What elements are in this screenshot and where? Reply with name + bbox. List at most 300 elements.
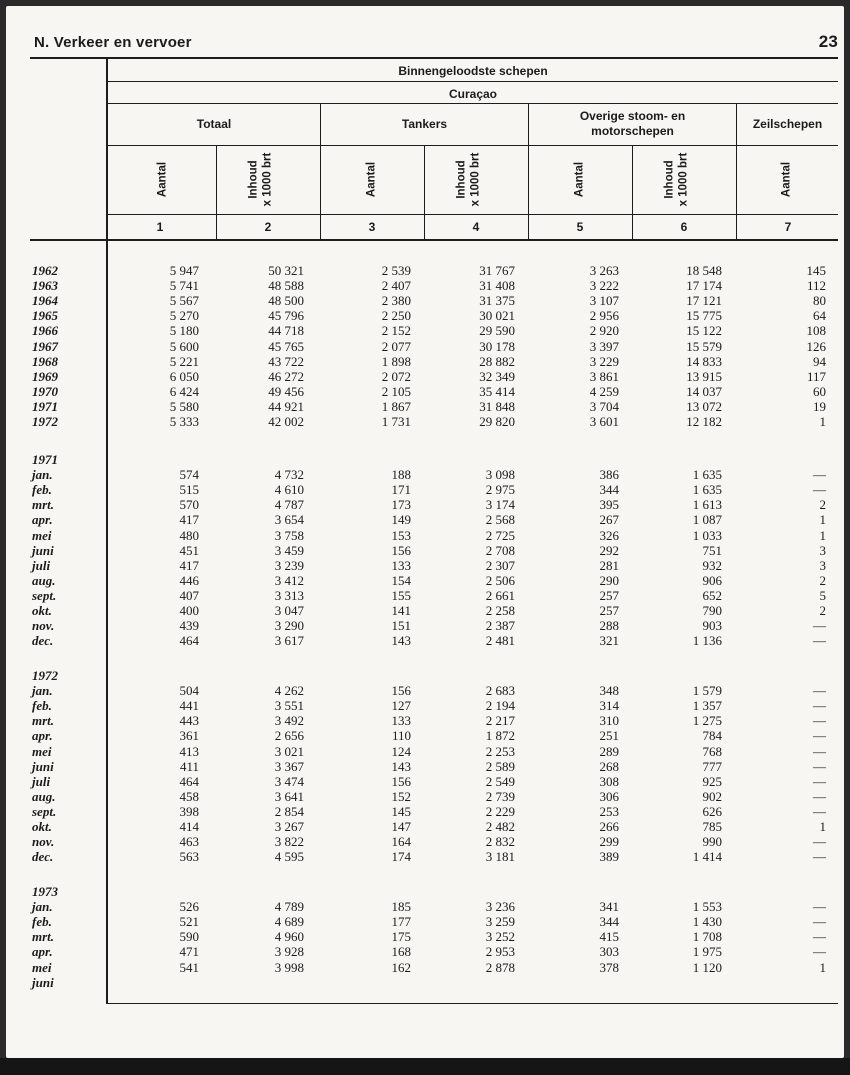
table-cell: 925 <box>702 773 722 789</box>
table-cell: 463 <box>179 834 199 850</box>
table-cell: 31 848 <box>479 398 515 414</box>
table-cell: 2 307 <box>485 557 515 573</box>
table-cell: 1 635 <box>692 482 722 498</box>
table-cell: 3 551 <box>274 698 304 714</box>
table-cell: — <box>813 944 826 960</box>
table-cell: 308 <box>599 773 619 789</box>
sub-header-rule <box>107 103 838 104</box>
table-cell: 18 548 <box>686 263 722 278</box>
table-row <box>0 263 838 278</box>
table-row <box>0 914 838 929</box>
table-row <box>0 834 838 849</box>
table-cell: 464 <box>179 773 199 789</box>
table-cell: — <box>813 899 826 915</box>
table-cell: 3 641 <box>274 788 304 804</box>
table-cell: 1 872 <box>485 728 515 744</box>
table-cell: 652 <box>702 587 722 603</box>
row-label: feb. <box>32 482 52 498</box>
table-cell: 6 424 <box>169 383 199 399</box>
row-label: jan. <box>32 467 53 483</box>
table-row <box>0 774 838 789</box>
table-cell: 2 194 <box>485 698 515 714</box>
table-row <box>0 369 838 384</box>
table-cell: 4 610 <box>274 482 304 498</box>
table-row <box>0 618 838 633</box>
table-cell: 2 105 <box>381 383 411 399</box>
table-cell: 2 832 <box>485 834 515 850</box>
column-number-2: 2 <box>264 220 272 234</box>
table-row <box>0 713 838 728</box>
table-cell: 108 <box>806 323 826 339</box>
table-cell: 344 <box>599 482 619 498</box>
table-row <box>0 399 838 414</box>
table-cell: 441 <box>179 698 199 714</box>
table-cell: 1 136 <box>692 633 722 649</box>
col-divider-5 <box>632 146 633 239</box>
table-cell: 152 <box>391 788 411 804</box>
table-cell: 112 <box>806 278 826 294</box>
row-label: juli <box>32 557 51 573</box>
table-cell: 299 <box>599 834 619 850</box>
column-number-5: 5 <box>576 220 584 234</box>
table-cell: 1 <box>819 819 826 834</box>
table-cell: 5 567 <box>169 293 199 309</box>
table-cell: 348 <box>599 683 619 699</box>
table-cell: 1 414 <box>692 849 722 865</box>
table-cell: 2 708 <box>485 542 515 558</box>
table-cell: 411 <box>179 758 199 774</box>
table-cell: 5 580 <box>169 398 199 414</box>
table-cell: 177 <box>391 914 411 930</box>
table-row <box>0 728 838 743</box>
table-cell: 1 430 <box>692 914 722 930</box>
table-cell: 2 878 <box>485 959 515 975</box>
table-cell: 790 <box>702 603 722 618</box>
table-cell: — <box>813 758 826 774</box>
table-cell: 5 600 <box>169 338 199 354</box>
table-cell: 50 321 <box>268 263 304 278</box>
col-header-aantal-1: Aantal <box>156 161 169 198</box>
table-cell: 1 635 <box>692 467 722 483</box>
row-label: mei <box>32 959 52 975</box>
table-cell: 42 002 <box>268 414 304 429</box>
table-cell: 2 568 <box>485 512 515 528</box>
table-cell: — <box>813 743 826 759</box>
table-cell: 2 482 <box>485 819 515 834</box>
table-cell: 267 <box>599 512 619 528</box>
row-label: 1963 <box>32 278 58 294</box>
table-cell: 188 <box>391 467 411 483</box>
table-cell: 49 456 <box>268 383 304 399</box>
table-cell: 13 915 <box>686 368 722 384</box>
table-cell: 2 549 <box>485 773 515 789</box>
table-cell: 153 <box>391 527 411 543</box>
table-cell: 133 <box>391 713 411 729</box>
table-cell: 3 861 <box>589 368 619 384</box>
table-cell: 44 718 <box>268 323 304 339</box>
table-cell: 171 <box>391 482 411 498</box>
table-cell: 1 033 <box>692 527 722 543</box>
table-cell: 3 239 <box>274 557 304 573</box>
table-cell: 2 953 <box>485 944 515 960</box>
table-row <box>0 339 838 354</box>
table-cell: 574 <box>179 467 199 483</box>
table-cell: 2 229 <box>485 803 515 819</box>
table-cell: 4 259 <box>589 383 619 399</box>
table-cell: 3 397 <box>589 338 619 354</box>
table-row <box>0 308 838 323</box>
table-cell: 4 595 <box>274 849 304 865</box>
table-cell: 14 833 <box>686 353 722 369</box>
col-header-aantal-7: Aantal <box>780 161 793 198</box>
table-cell: 3 252 <box>485 929 515 945</box>
table-row <box>0 414 838 429</box>
table-cell: — <box>813 929 826 945</box>
table-cell: 4 960 <box>274 929 304 945</box>
col-header-inhoud-2b: x 1000 brt <box>261 152 274 207</box>
table-cell: 515 <box>179 482 199 498</box>
table-cell: 563 <box>179 849 199 865</box>
table-cell: 2 656 <box>274 728 304 744</box>
table-cell: 3 758 <box>274 527 304 543</box>
row-label: mei <box>32 527 52 543</box>
table-cell: 48 500 <box>268 293 304 309</box>
table-cell: 251 <box>599 728 619 744</box>
row-label: jan. <box>32 899 53 915</box>
table-cell: 156 <box>391 542 411 558</box>
table-cell: 768 <box>702 743 722 759</box>
group-header-tankers: Tankers <box>401 117 448 131</box>
table-row <box>0 512 838 527</box>
table-cell: 2 258 <box>485 603 515 618</box>
table-cell: 526 <box>179 899 199 915</box>
super-header-rule <box>107 81 838 82</box>
table-cell: 4 789 <box>274 899 304 915</box>
col-header-inhoud-6a: Inhoud <box>663 160 676 199</box>
table-cell: 3 236 <box>485 899 515 915</box>
table-cell: 1 731 <box>381 414 411 429</box>
table-cell: 14 037 <box>686 383 722 399</box>
table-cell: 1 579 <box>692 683 722 699</box>
table-cell: 389 <box>599 849 619 865</box>
table-row <box>0 384 838 399</box>
table-cell: 31 767 <box>479 263 515 278</box>
table-cell: 2 <box>819 497 826 513</box>
table-cell: 414 <box>179 819 199 834</box>
table-cell: 3 263 <box>589 263 619 278</box>
table-cell: 777 <box>702 758 722 774</box>
table-cell: 480 <box>179 527 199 543</box>
table-cell: 2 407 <box>381 278 411 294</box>
row-label: 1973 <box>32 884 58 899</box>
table-cell: 3 313 <box>274 587 304 603</box>
table-row <box>0 929 838 944</box>
row-label: juni <box>32 758 54 774</box>
table-cell: 2 <box>819 572 826 588</box>
table-cell: 5 741 <box>169 278 199 294</box>
table-cell: 5 947 <box>169 263 199 278</box>
row-label: aug. <box>32 788 56 804</box>
table-cell: 44 921 <box>268 398 304 414</box>
table-cell: 413 <box>179 743 199 759</box>
table-row <box>0 819 838 834</box>
super-header: Binnengeloodste schepen <box>398 64 548 78</box>
table-cell: 5 180 <box>169 323 199 339</box>
row-label: 1971 <box>32 398 58 414</box>
table-cell: 2 077 <box>381 338 411 354</box>
table-cell: 127 <box>391 698 411 714</box>
table-cell: 784 <box>702 728 722 744</box>
table-cell: 3 <box>819 542 826 558</box>
table-cell: 149 <box>391 512 411 528</box>
table-row <box>0 668 838 683</box>
row-label: 1966 <box>32 323 58 339</box>
table-cell: 3 <box>819 557 826 573</box>
row-label: mei <box>32 743 52 759</box>
table-cell: 17 121 <box>686 293 722 309</box>
table-cell: 570 <box>179 497 199 513</box>
row-label: apr. <box>32 944 53 960</box>
table-cell: 1 <box>819 959 826 975</box>
table-cell: 1 975 <box>692 944 722 960</box>
table-cell: 46 272 <box>268 368 304 384</box>
table-cell: 3 222 <box>589 278 619 294</box>
table-cell: 471 <box>179 944 199 960</box>
table-row <box>0 960 838 975</box>
table-cell: — <box>813 683 826 699</box>
table-row <box>0 759 838 774</box>
table-cell: — <box>813 467 826 483</box>
table-row <box>0 633 838 648</box>
table-cell: 164 <box>391 834 411 850</box>
table-cell: — <box>813 728 826 744</box>
column-number-3: 3 <box>368 220 376 234</box>
table-cell: 133 <box>391 557 411 573</box>
table-cell: 344 <box>599 914 619 930</box>
row-label: dec. <box>32 849 54 865</box>
table-cell: 6 050 <box>169 368 199 384</box>
table-cell: — <box>813 713 826 729</box>
table-cell: 2 539 <box>381 263 411 278</box>
table-cell: 3 617 <box>274 633 304 649</box>
row-label: mrt. <box>32 929 55 945</box>
top-rule <box>30 57 838 59</box>
table-row <box>0 975 838 990</box>
row-label: aug. <box>32 572 56 588</box>
group-header-zeilschepen: Zeilschepen <box>752 117 823 131</box>
table-cell: 2 506 <box>485 572 515 588</box>
table-bottom-rule <box>107 1003 838 1004</box>
table-cell: — <box>813 803 826 819</box>
column-number-4: 4 <box>472 220 480 234</box>
table-cell: 3 704 <box>589 398 619 414</box>
table-cell: 2 683 <box>485 683 515 699</box>
row-label: 1965 <box>32 308 58 324</box>
group-header-overige-line1: Overige stoom- en <box>579 109 686 123</box>
table-cell: 2 661 <box>485 587 515 603</box>
table-cell: 2 920 <box>589 323 619 339</box>
table-cell: 1 357 <box>692 698 722 714</box>
row-label: mrt. <box>32 497 55 513</box>
table-cell: 141 <box>391 603 411 618</box>
table-cell: 1 708 <box>692 929 722 945</box>
row-label: okt. <box>32 819 52 834</box>
table-cell: 32 349 <box>479 368 515 384</box>
table-cell: 407 <box>179 587 199 603</box>
row-label: nov. <box>32 834 55 850</box>
table-row <box>0 804 838 819</box>
sub-header: Curaçao <box>448 87 498 101</box>
table-cell: — <box>813 773 826 789</box>
row-label: juni <box>32 542 54 558</box>
table-cell: 785 <box>702 819 722 834</box>
table-cell: 626 <box>702 803 722 819</box>
table-row <box>0 789 838 804</box>
table-cell: 15 122 <box>686 323 722 339</box>
table-cell: 415 <box>599 929 619 945</box>
table-cell: 155 <box>391 587 411 603</box>
table-cell: 12 182 <box>686 414 722 429</box>
table-cell: 3 492 <box>274 713 304 729</box>
row-label: 1969 <box>32 368 58 384</box>
col-header-aantal-3: Aantal <box>365 161 378 198</box>
row-label: okt. <box>32 603 52 618</box>
table-cell: 143 <box>391 633 411 649</box>
section-title: N. Verkeer en vervoer <box>34 34 192 51</box>
table-cell: 288 <box>599 618 619 634</box>
table-cell: 400 <box>179 603 199 618</box>
table-cell: 2 739 <box>485 788 515 804</box>
col-header-aantal-5: Aantal <box>573 161 586 198</box>
table-cell: 3 459 <box>274 542 304 558</box>
table-cell: 4 689 <box>274 914 304 930</box>
table-cell: 1 120 <box>692 959 722 975</box>
col-divider-1 <box>216 146 217 239</box>
table-cell: 3 259 <box>485 914 515 930</box>
table-cell: 2 152 <box>381 323 411 339</box>
table-cell: 60 <box>813 383 826 399</box>
table-cell: 45 765 <box>268 338 304 354</box>
table-cell: 2 250 <box>381 308 411 324</box>
table-row <box>0 278 838 293</box>
table-cell: 310 <box>599 713 619 729</box>
table-cell: 1 867 <box>381 398 411 414</box>
table-cell: 906 <box>702 572 722 588</box>
row-label: jan. <box>32 683 53 699</box>
table-row <box>0 528 838 543</box>
table-cell: 2 380 <box>381 293 411 309</box>
table-cell: 257 <box>599 587 619 603</box>
table-cell: — <box>813 849 826 865</box>
row-label: 1970 <box>32 383 58 399</box>
row-label: juli <box>32 773 51 789</box>
table-cell: 5 270 <box>169 308 199 324</box>
table-cell: 175 <box>391 929 411 945</box>
table-row <box>0 573 838 588</box>
group-header-overige-line2: motorschepen <box>591 124 674 138</box>
table-cell: 2 <box>819 603 826 618</box>
column-number-7: 7 <box>784 220 792 234</box>
table-cell: 504 <box>179 683 199 699</box>
row-label: feb. <box>32 698 52 714</box>
row-label: apr. <box>32 512 53 528</box>
table-cell: — <box>813 482 826 498</box>
scan-border <box>0 1058 850 1075</box>
table-row <box>0 899 838 914</box>
table-row <box>0 482 838 497</box>
table-row <box>0 354 838 369</box>
table-cell: 3 021 <box>274 743 304 759</box>
table-cell: 253 <box>599 803 619 819</box>
table-cell: 361 <box>179 728 199 744</box>
table-cell: 3 412 <box>274 572 304 588</box>
table-cell: 990 <box>702 834 722 850</box>
table-cell: 2 589 <box>485 758 515 774</box>
table-cell: 168 <box>391 944 411 960</box>
row-label: 1962 <box>32 263 58 278</box>
table-cell: 15 579 <box>686 338 722 354</box>
row-label: apr. <box>32 728 53 744</box>
table-cell: 3 229 <box>589 353 619 369</box>
table-cell: 31 375 <box>479 293 515 309</box>
table-cell: 143 <box>391 758 411 774</box>
table-cell: 451 <box>179 542 199 558</box>
table-cell: 30 021 <box>479 308 515 324</box>
table-cell: 64 <box>813 308 826 324</box>
table-cell: 156 <box>391 773 411 789</box>
table-cell: 3 181 <box>485 849 515 865</box>
table-cell: 3 601 <box>589 414 619 429</box>
table-cell: 446 <box>179 572 199 588</box>
table-cell: 4 787 <box>274 497 304 513</box>
table-cell: 3 098 <box>485 467 515 483</box>
table-cell: 3 267 <box>274 819 304 834</box>
table-row <box>0 683 838 698</box>
row-label: 1967 <box>32 338 58 354</box>
table-cell: 417 <box>179 512 199 528</box>
table-cell: 590 <box>179 929 199 945</box>
table-cell: 126 <box>806 338 826 354</box>
table-cell: 1 087 <box>692 512 722 528</box>
table-cell: 2 387 <box>485 618 515 634</box>
row-label: 1964 <box>32 293 58 309</box>
table-cell: 3 822 <box>274 834 304 850</box>
table-cell: 2 072 <box>381 368 411 384</box>
table-cell: — <box>813 788 826 804</box>
table-cell: 932 <box>702 557 722 573</box>
table-cell: 326 <box>599 527 619 543</box>
group-header-totaal: Totaal <box>196 117 232 131</box>
column-number-1: 1 <box>156 220 164 234</box>
row-label: sept. <box>32 587 57 603</box>
table-cell: 2 725 <box>485 527 515 543</box>
table-cell: 117 <box>806 368 826 384</box>
table-cell: 147 <box>391 819 411 834</box>
header-bottom-rule <box>30 239 838 241</box>
table-cell: 3 107 <box>589 293 619 309</box>
table-cell: 1 553 <box>692 899 722 915</box>
table-cell: 28 882 <box>479 353 515 369</box>
table-cell: 4 262 <box>274 683 304 699</box>
table-cell: 29 590 <box>479 323 515 339</box>
table-row <box>0 698 838 713</box>
table-cell: 398 <box>179 803 199 819</box>
row-label: mrt. <box>32 713 55 729</box>
table-cell: 145 <box>391 803 411 819</box>
table-cell: 417 <box>179 557 199 573</box>
table-cell: — <box>813 914 826 930</box>
table-cell: 751 <box>702 542 722 558</box>
